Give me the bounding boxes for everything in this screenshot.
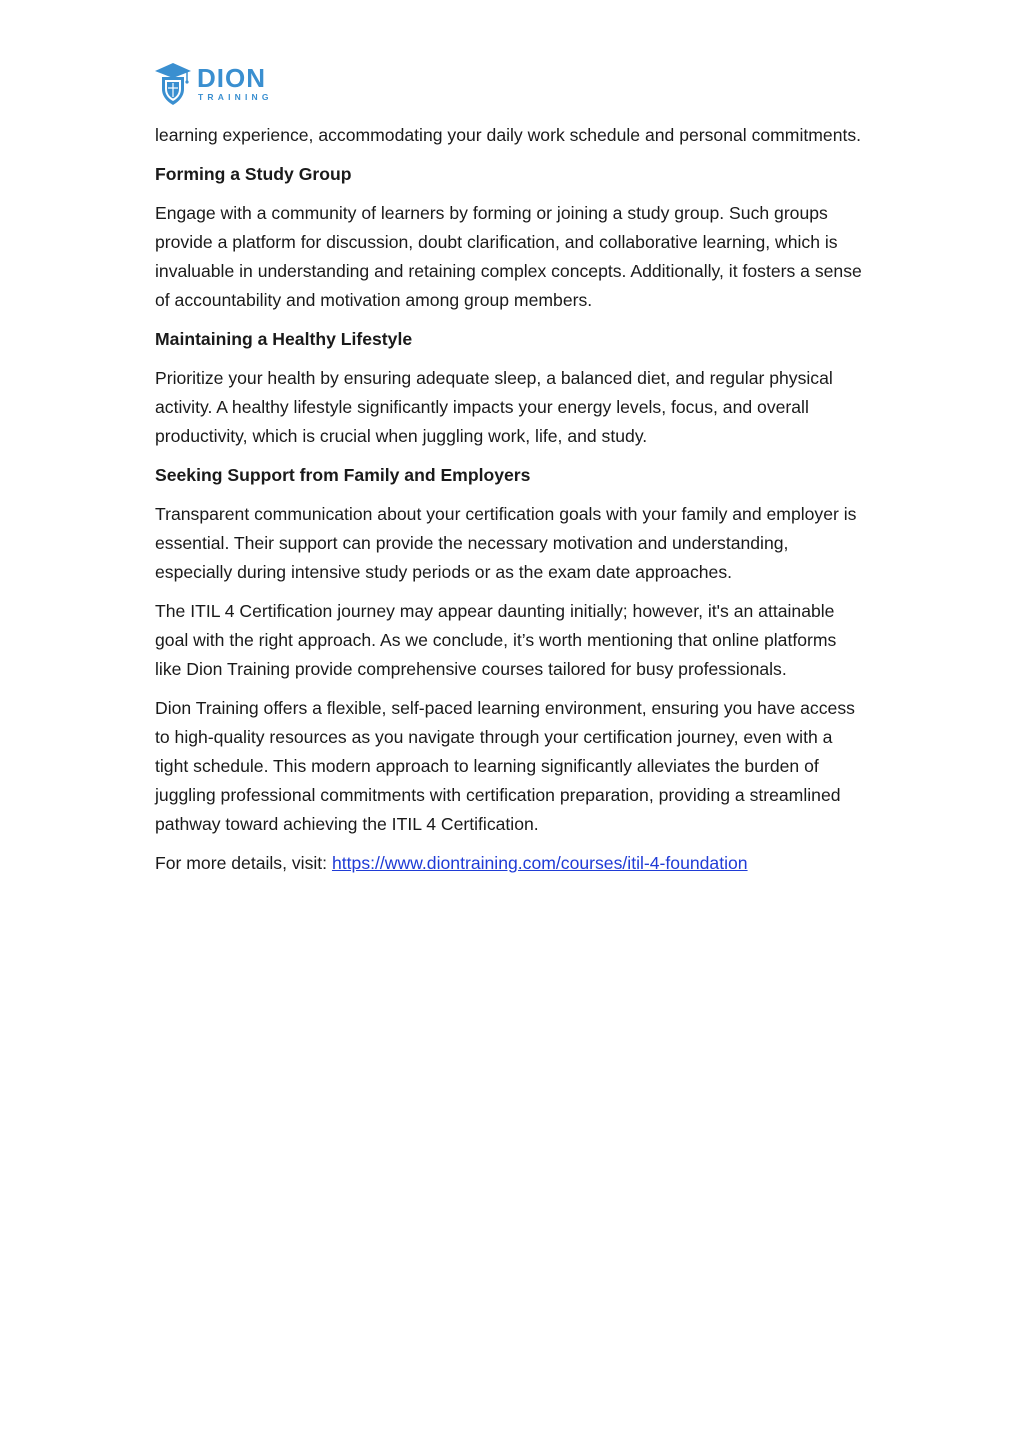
- paragraph-intro-continued: learning experience, accommodating your daily work schedule and personal commitments.: [155, 125, 862, 145]
- logo-subtitle: TRAINING: [198, 91, 273, 102]
- paragraph-healthy-lifestyle: Prioritize your health by ensuring adequate sleep, a balanced diet, and regular physical activity. A healthy lifestyle significantly impacts your energy levels, focus, and overall productivity, which is crucial when juggling work, life, and study.: [155, 368, 833, 446]
- paragraph-conclusion: The ITIL 4 Certification journey may appear daunting initially; however, it's an attainable goal with the right approach. As we conclude, it’s worth mentioning that online platforms like Dion Training provide comprehensive courses tailored for busy professionals.: [155, 601, 837, 679]
- paragraph-support: Transparent communication about your certification goals with your family and employer is essential. Their support can provide the necessary motivation and understanding, especially during intensive study periods or as the exam date approaches.: [155, 504, 857, 582]
- paragraph-study-group: Engage with a community of learners by forming or joining a study group. Such groups provide a platform for discussion, doubt clarification, and collaborative learning, which is invaluable in understanding and retaining complex concepts. Additionally, it fosters a sense of accountability and motivation among group members.: [155, 203, 862, 310]
- paragraph-details: [155, 849, 867, 878]
- paragraph-dion-training: Dion Training offers a flexible, self-paced learning environment, ensuring you have access to high-quality resources as you navigate through your certification journey, even with a tight schedule. This modern approach to learning significantly alleviates the burden of juggling professional commitments with certification preparation, providing a streamlined pathway toward achieving the ITIL 4 Certification.: [155, 698, 855, 834]
- course-link[interactable]: https://www.diontraining.com/courses/itil-4-foundation: [331, 853, 748, 873]
- document-body: [155, 121, 867, 888]
- details-prefix: For more details, visit:: [155, 853, 332, 873]
- graduation-cap-shield-icon: [153, 59, 193, 107]
- heading-healthy-lifestyle: Maintaining a Healthy Lifestyle: [155, 329, 413, 349]
- dion-training-logo: [153, 58, 283, 108]
- heading-support: Seeking Support from Family and Employers: [155, 465, 531, 485]
- logo-word: DION: [197, 62, 266, 93]
- heading-study-group: Forming a Study Group: [155, 164, 352, 184]
